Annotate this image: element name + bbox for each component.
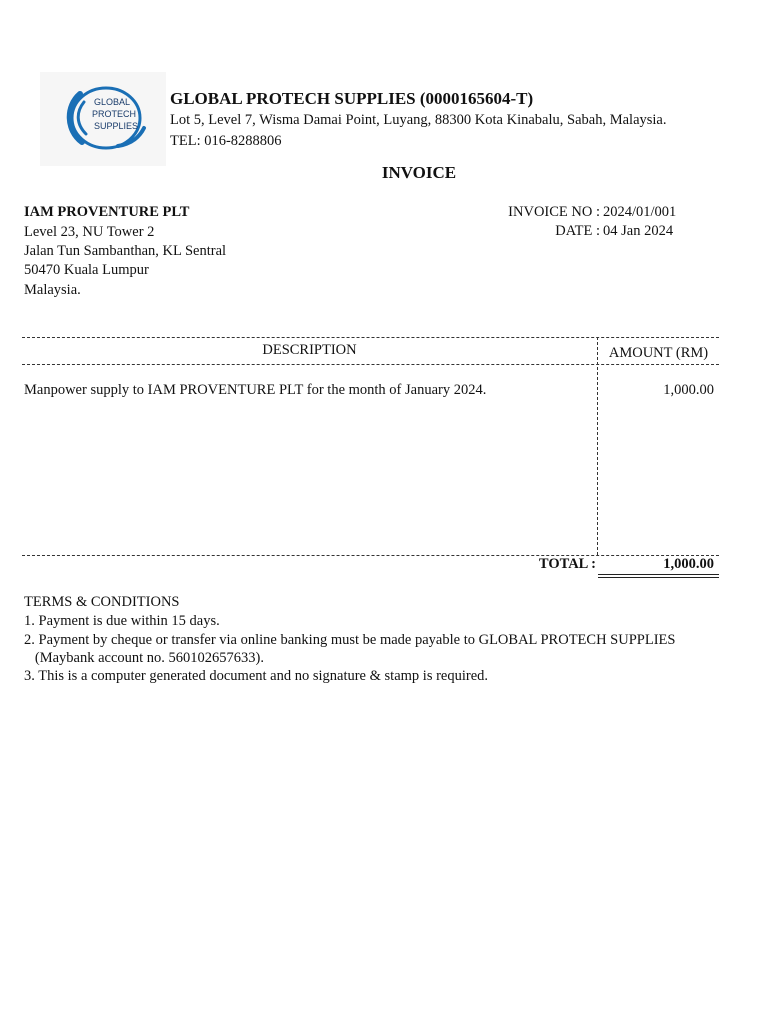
table-top-rule [22,337,719,338]
bill-to-address-line: Jalan Tun Sambanthan, KL Sentral [24,243,227,259]
bill-to-name: IAM PROVENTURE PLT [24,204,190,220]
line-item-description: Manpower supply to IAM PROVENTURE PLT for the month of January 2024. [24,382,487,398]
company-name: GLOBAL PROTECH SUPPLIES (0000165604-T) [170,89,534,108]
terms-title: TERMS & CONDITIONS [24,594,180,610]
logo-text-3: SUPPLIES [94,121,139,131]
invoice-date [555,223,683,240]
document-title: INVOICE [381,163,457,182]
bill-to-address-line: Malaysia. [24,282,81,298]
term-item: 2. Payment by cheque or transfer via online banking must be made payable to GLOBAL PROTECH SUPPLIES [24,632,676,648]
line-item-amount: 1,000.00 [663,382,714,398]
bill-to-address-line: 50470 Kuala Lumpur [24,262,149,278]
total-double-underline [598,574,719,578]
invoice-number-value: 2024/01/001 [603,204,677,220]
company-tel: TEL: 016-8288806 [170,133,282,149]
table-column-divider [597,337,598,555]
company-address: Lot 5, Level 7, Wisma Damai Point, Luyang, 88300 Kota Kinabalu, Sabah, Malaysia. [170,112,667,128]
invoice-number [508,204,683,221]
table-header-rule [22,364,719,365]
invoice-date-value: 04 Jan 2024 [603,223,674,239]
total-label: TOTAL : [538,556,596,572]
term-item: (Maybank account no. 560102657633). [24,650,265,666]
company-logo [40,72,166,166]
term-item: 3. This is a computer generated document and no signature & stamp is required. [24,668,489,684]
invoice-number-label: INVOICE NO : [508,204,600,220]
invoice-date-label: DATE : [555,223,600,239]
total-value: 1,000.00 [663,556,714,572]
globe-logo-icon [40,72,166,166]
term-item: 1. Payment is due within 15 days. [24,613,220,629]
bill-to-address-line: Level 23, NU Tower 2 [24,224,155,240]
header-description: DESCRIPTION [262,342,357,358]
header-amount: AMOUNT (RM) [608,345,709,361]
logo-text-2: PROTECH [92,109,137,119]
logo-text-1: GLOBAL [94,97,131,107]
